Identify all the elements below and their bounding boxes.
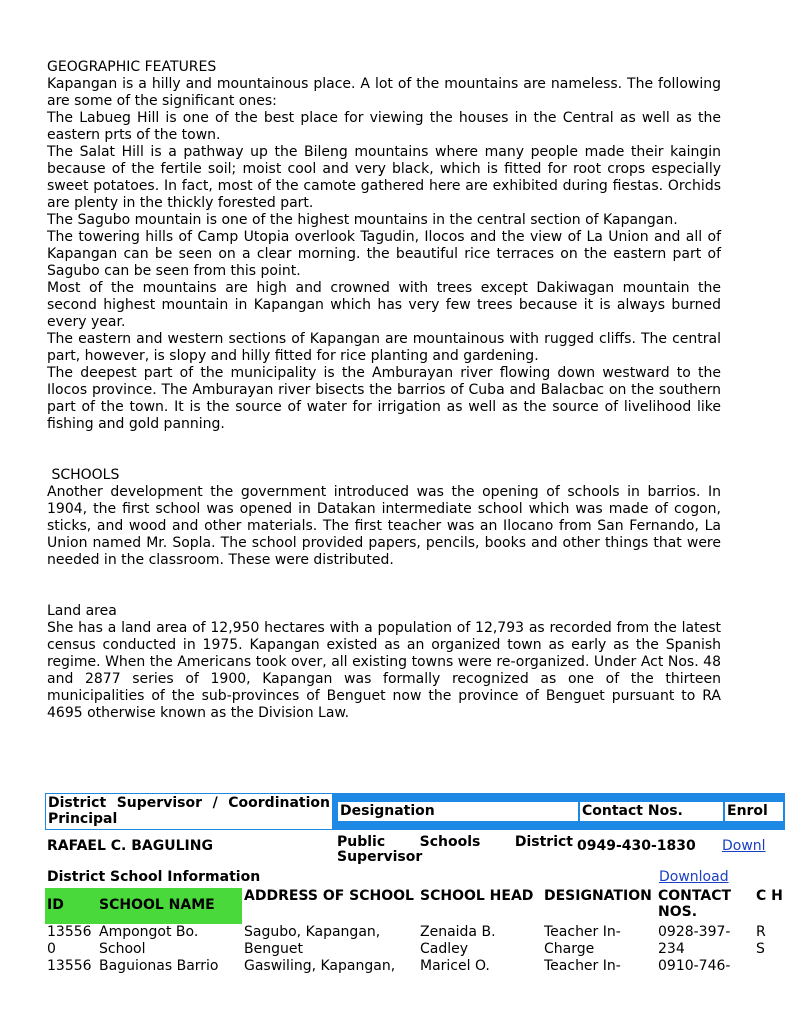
header-contact: Contact Nos.	[579, 801, 724, 822]
paragraph: Another development the government introduced was the opening of schools in barrios. In 1904, the first school was opened in Datakan intermediate school which was made of cogon, sticks, and wood and other materials. The first teacher was an Ilocano from San Fernando, La Union named Mr. Sopla. The school provided papers, pencils, books and other things that were needed in the classroom. These were distributed.	[47, 484, 721, 568]
header-designation: DESIGNATION	[544, 888, 652, 904]
paragraph: Kapangan is a hilly and mountainous place. A lot of the mountains are nameless. The following are some of the significant ones:	[47, 76, 721, 109]
paragraph: The Salat Hill is a pathway up the Bileng mountains where many people made their kaingin because of the fertile soil; moist cool and very black, which is fitted for root crops especially sweet potatoes. In fact, most of the camote gathered here are exhibited during fiestas. Orchids are plenty in the thickly forested part.	[47, 144, 721, 211]
section-heading: SCHOOLS	[47, 467, 120, 483]
header-contact: CONTACT NOS.	[658, 888, 732, 920]
supervisor-name: RAFAEL C. BAGULING	[47, 838, 213, 854]
paragraph: Most of the mountains are high and crowned with trees except Dakiwagan mountain the second highest mountain in Kapangan which has very few trees because it is always burned every year.	[47, 280, 721, 330]
district-info-row	[45, 868, 785, 886]
header-supervisor: District Supervisor / Coordination Principal	[45, 793, 333, 830]
section-geographic-features	[47, 59, 721, 433]
header-address: ADDRESS OF SCHOOL	[244, 888, 414, 904]
paragraph: The Sagubo mountain is one of the highest mountains in the central section of Kapangan.	[47, 212, 678, 228]
district-table	[45, 793, 785, 975]
paragraph: She has a land area of 12,950 hectares with a population of 12,793 as recorded from the latest census conducted in 1975. Kapangan existed as an organized town as early as the Spanish regime. When the Americans took over, all existing towns were re-organized. Under Act Nos. 48 and 2877 series of 1900, Kapangan was formally recognized as one of the thirteen municipalities of the sub-provinces of Benguet now the province of Benguet pursuant to RA 4695 otherwise known as the Division Law.	[47, 620, 721, 721]
header-id: ID	[45, 888, 97, 924]
district-table-row	[45, 832, 785, 868]
paragraph: The deepest part of the municipality is the Amburayan river flowing down westward to the Ilocos province. The Amburayan river bisects the barrios of Cuba and Balacbac on the southern part of the town. It is the source of water for irrigation as well as the source of livelihood like fishing and gold panning.	[47, 365, 721, 432]
header-school-name: SCHOOL NAME	[97, 888, 242, 924]
district-info-title: District School Information	[47, 869, 261, 885]
download-link[interactable]: Downl	[722, 838, 766, 854]
header-designation: Designation	[337, 801, 579, 822]
section-heading: Land area	[47, 603, 117, 619]
school-table-header	[45, 888, 785, 924]
paragraph: The Labueg Hill is one of the best place for viewing the houses in the Central as well as the eastern prts of the town.	[47, 110, 721, 143]
section-land-area	[47, 603, 721, 722]
supervisor-designation: Public Schools District Supervisor	[337, 834, 573, 865]
section-schools	[47, 467, 721, 569]
header-school-head: SCHOOL HEAD	[420, 888, 534, 904]
table-row: 13556 0 Ampongot Bo. School Sagubo, Kapangan, Benguet Zenaida B. Cadley Teacher In- Charge 0928-397- 234 R S	[47, 924, 766, 957]
paragraph: The eastern and western sections of Kapangan are mountainous with rugged cliffs. The central part, however, is slopy and hilly fitted for rice planting and gardening.	[47, 331, 721, 364]
supervisor-contact: 0949-430-1830	[577, 838, 696, 854]
district-table-header	[45, 793, 785, 830]
header-enrol: Enrol	[724, 801, 784, 822]
header-extra: C H	[756, 888, 783, 904]
section-heading: GEOGRAPHIC FEATURES	[47, 59, 217, 75]
download-link[interactable]: Download	[659, 869, 729, 885]
document-body	[47, 59, 721, 722]
table-row: 13556 Baguionas Barrio Gaswiling, Kapangan, Maricel O. Teacher In- 0910-746-	[47, 958, 731, 974]
paragraph: The towering hills of Camp Utopia overlook Tagudin, Ilocos and the view of La Union and all of Kapangan can be seen on a clear morning. the beautiful rice terraces on the eastern part of Sagubo can be seen from this point.	[47, 229, 721, 279]
